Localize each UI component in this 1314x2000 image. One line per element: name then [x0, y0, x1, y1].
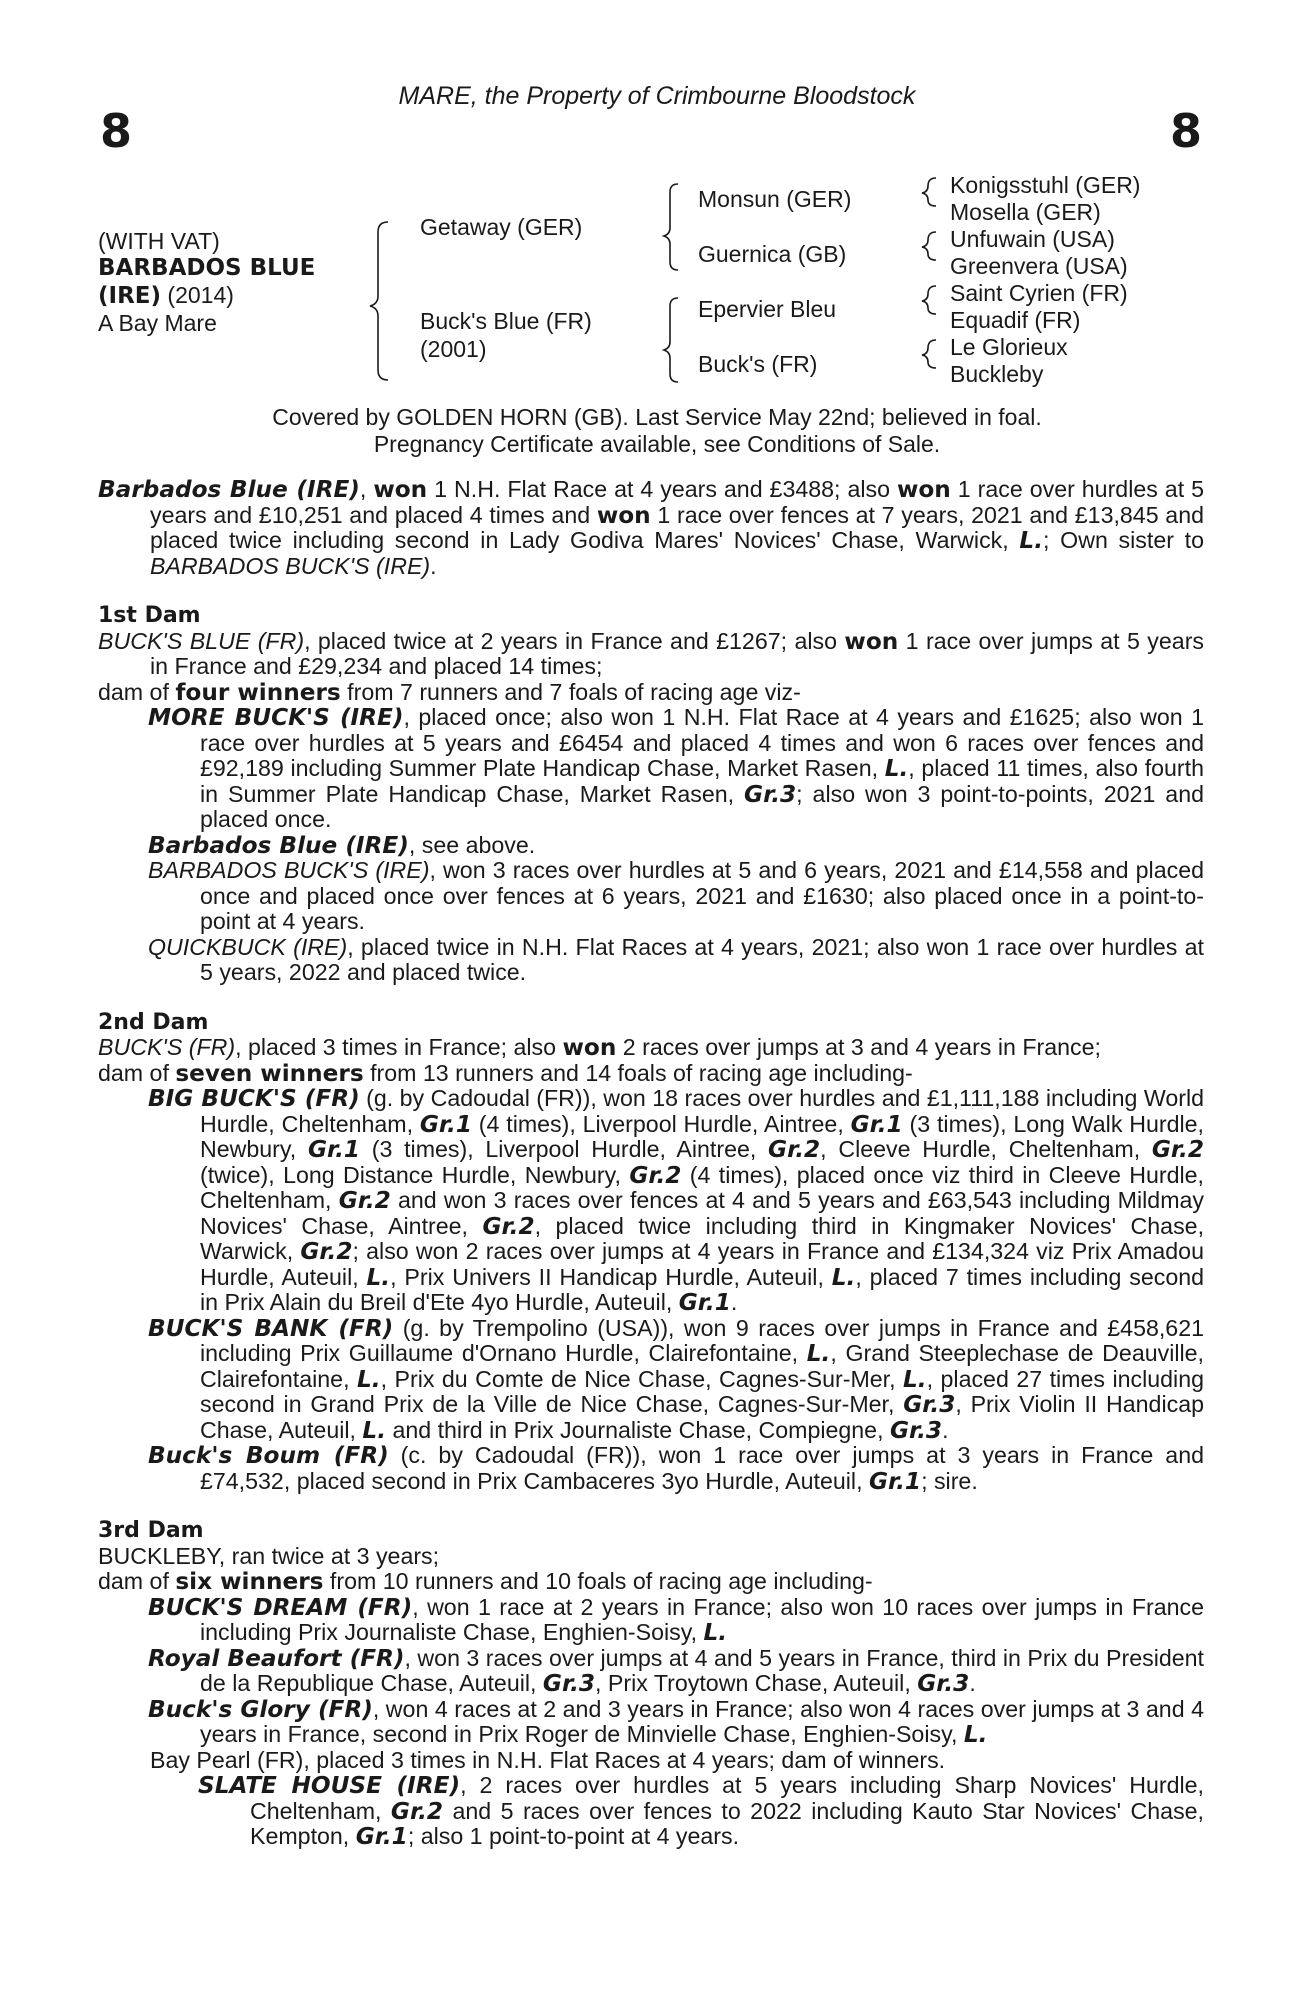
lot-number-right: 8 [1169, 104, 1202, 158]
progeny-entry: Buck's Boum (FR) (c. by Cadoudal (FR)), won 1 race over jumps at 3 years in France and £74,532, placed second in Prix Cambaceres 3yo Hurdle, Auteuil, Gr.1; sire. [148, 1442, 1204, 1495]
intro-paragraph: Barbados Blue (IRE), won 1 N.H. Flat Race at 4 years and £3488; also won 1 race over hurdles at 5 years and £10,251 and placed 4 times and won 1 race over fences at 7 years, 2021 and £13,845 and placed twice including second in Lady Godiva Mares' Novices' Chase, Warwick, L.; Own sister to BARBADOS BUCK'S (IRE). [98, 476, 1205, 579]
progeny-entry: Buck's Glory (FR), won 4 races at 2 and 3 years in France; also won 4 races over jumps at 3 and 4 years in France, second in Prix Roger de Minvielle Chase, Enghien-Soisy, L. [148, 1695, 1204, 1748]
covered-line2: Pregnancy Certificate available, see Conditions of Sale. [373, 431, 941, 457]
ped-ssd: Mosella (GER) [950, 199, 1101, 225]
page-header: MARE, the Property of Crimbourne Bloodstock [398, 82, 916, 110]
vat-label: (WITH VAT) [98, 228, 220, 254]
ped-sds: Unfuwain (USA) [950, 226, 1115, 252]
ped-sss: Konigsstuhl (GER) [950, 172, 1141, 198]
progeny-entry: QUICKBUCK (IRE), placed twice in N.H. Flat Races at 4 years, 2021; also won 1 race over hurdles at 5 years, 2022 and placed twice. [148, 933, 1204, 985]
ped-sdd: Greenvera (USA) [950, 253, 1128, 279]
dam-dam: Buck's (FR) [698, 351, 818, 377]
ped-dds: Le Glorieux [950, 334, 1068, 360]
progeny-entry: BUCK'S DREAM (FR), won 1 race at 2 years in France; also won 10 races over jumps in France including Prix Journaliste Chase, Enghien-Soisy, L. [148, 1593, 1204, 1646]
dam-sire: Epervier Bleu [698, 296, 837, 322]
progeny-entry: MORE BUCK'S (IRE), placed once; also won 1 N.H. Flat Race at 4 years and £1625; also won 1 race over hurdles at 5 years and £6454 and placed 4 times and won 6 races over fences and £92,189 including Summer Plate Handicap Chase, Market Rasen, L., placed 11 times, also fourth in Summer Plate Handicap Chase, Market Rasen, Gr.3; also won 3 point-to-points, 2021 and placed once. [148, 704, 1204, 832]
dam3-paragraph: BUCKLEBY, ran twice at 3 years; [98, 1542, 440, 1569]
horse-country: (IRE) [98, 283, 162, 309]
progeny-entry: Royal Beaufort (FR), won 3 races over jumps at 4 and 5 years in France, third in Prix du President de la Republique Chase, Auteuil, Gr.3, Prix Troytown Chase, Auteuil, Gr.3. [148, 1644, 1204, 1697]
progeny-entry: BARBADOS BUCK'S (IRE), won 3 races over hurdles at 5 and 6 years, 2021 and £14,558 and placed once and placed once over fences at 6 years, 2021 and £1630; also placed once in a point-to-point at 4 years. [148, 857, 1204, 934]
dam1-title: 1st Dam [98, 603, 201, 628]
dam1-paragraph: BUCK'S BLUE (FR), placed twice at 2 years in France and £1267; also won 1 race over jumps at 5 years in France and £29,234 and placed 14 times; [98, 627, 1205, 679]
ped-ddd: Buckleby [950, 361, 1044, 387]
dam1-dam-of: dam of four winners from 7 runners and 7 foals of racing age viz- [98, 678, 801, 706]
dam3-dam-of: dam of six winners from 10 runners and 10 foals of racing age including- [98, 1568, 873, 1595]
ped-dss: Saint Cyrien (FR) [950, 280, 1128, 306]
horse-description: A Bay Mare [98, 310, 217, 336]
ped-dsd: Equadif (FR) [950, 307, 1081, 333]
horse-name: BARBADOS BLUE [98, 255, 316, 281]
catalogue-body [98, 477, 1204, 1850]
covered-note [0, 404, 1314, 458]
sire-sire: Monsun (GER) [698, 186, 852, 212]
sire-dam: Guernica (GB) [698, 241, 847, 267]
dam3-title: 3rd Dam [98, 1518, 204, 1543]
sire: Getaway (GER) [420, 214, 583, 240]
dam2-dam-of: dam of seven winners from 13 runners and 14 foals of racing age including- [98, 1059, 913, 1087]
progeny-entry: SLATE HOUSE (IRE), 2 races over hurdles at 5 years including Sharp Novices' Hurdle, Cheltenham, Gr.2 and 5 races over fences to 2022 including Kauto Star Novices' Chase, Kempton, Gr.1; also 1 point-to-point at 4 years. [198, 1772, 1204, 1850]
progeny-entry: Bay Pearl (FR), placed 3 times in N.H. Flat Races at 4 years; dam of winners. [150, 1746, 946, 1773]
progeny-entry: BIG BUCK'S (FR) (g. by Cadoudal (FR)), won 18 races over hurdles and £1,111,188 including World Hurdle, Cheltenham, Gr.1 (4 times), Liverpool Hurdle, Aintree, Gr.1 (3 times), Long Walk Hurdle, Newbury, Gr.1 (3 times), Liverpool Hurdle, Aintree, Gr.2, Cleeve Hurdle, Cheltenham, Gr.2 (twice), Long Distance Hurdle, Newbury, Gr.2 (4 times), placed once viz third in Cleeve Hurdle, Cheltenham, Gr.2 and won 3 races over fences at 4 and 5 years and £63,543 including Mildmay Novices' Chase, Aintree, Gr.2, placed twice including third in Kingmaker Novices' Chase, Warwick, Gr.2; also won 2 races over jumps at 4 years in France and £134,324 viz Prix Amadou Hurdle, Auteuil, L., Prix Univers II Handicap Hurdle, Auteuil, L., placed 7 times including second in Prix Alain du Breil d'Ete 4yo Hurdle, Auteuil, Gr.1. [148, 1085, 1205, 1316]
dam-line2: (2001) [420, 336, 487, 362]
dam2-paragraph: BUCK'S (FR), placed 3 times in France; also won 2 races over jumps at 3 and 4 years in France; [98, 1034, 1101, 1061]
dam-line1: Buck's Blue (FR) [420, 308, 592, 334]
progeny-entry: BUCK'S BANK (FR) (g. by Trempolino (USA)), won 9 races over jumps in France and £458,621 including Prix Guillaume d'Ornano Hurdle, Clairefontaine, L., Grand Steeplechase de Deauville, Clairefontaine, L., Prix du Comte de Nice Chase, Cagnes-Sur-Mer, L., placed 27 times including second in Grand Prix de la Ville de Nice Chase, Cagnes-Sur-Mer, Gr.3, Prix Violin II Handicap Chase, Auteuil, L. and third in Prix Journaliste Chase, Compiegne, Gr.3. [148, 1314, 1204, 1444]
horse-name-ref: Barbados Blue (IRE) [98, 476, 360, 503]
pedigree-braces [0, 0, 1314, 400]
horse-year: (2014) [161, 282, 234, 308]
progeny-entry: Barbados Blue (IRE), see above. [148, 831, 536, 859]
covered-line1: Covered by GOLDEN HORN (GB). Last Service May 22nd; believed in foal. [272, 404, 1042, 430]
lot-number-left: 8 [100, 104, 133, 158]
dam2-title: 2nd Dam [98, 1009, 209, 1035]
